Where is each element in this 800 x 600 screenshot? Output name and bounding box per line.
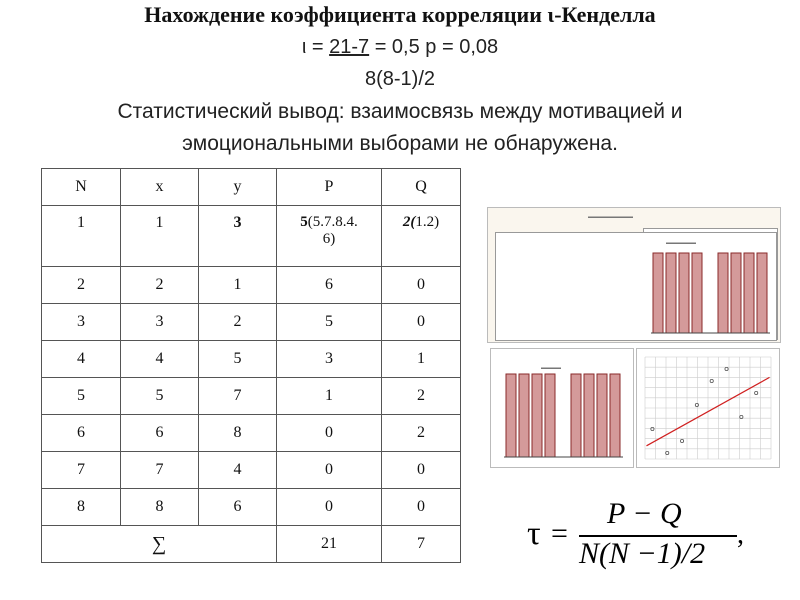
cell-p: 1: [277, 378, 382, 415]
scatter-point: [725, 367, 728, 370]
cell-x: 8: [121, 489, 199, 526]
cell-p: 5: [277, 304, 382, 341]
cell-n: 5: [42, 378, 121, 415]
cell-y: 5: [199, 341, 277, 378]
cell-n: 6: [42, 415, 121, 452]
cell-y: 4: [199, 452, 277, 489]
cell-p: 0: [277, 489, 382, 526]
cell-q: 0: [382, 452, 461, 489]
cell-p: 0: [277, 452, 382, 489]
cell-n: 4: [42, 341, 121, 378]
cell-p-bold: 5: [300, 214, 308, 230]
sum-q: 7: [382, 526, 461, 563]
sum-symbol: ∑: [42, 526, 277, 563]
table-row: [42, 206, 461, 267]
bar: [744, 253, 754, 333]
formula-equals: =: [551, 517, 568, 550]
table-row: [42, 267, 461, 304]
cell-q: 2: [382, 378, 461, 415]
emotional-bars: [496, 233, 776, 340]
bar: [506, 374, 516, 457]
col-header-y: y: [199, 169, 277, 206]
cell-x: 4: [121, 341, 199, 378]
col-header-n: N: [42, 169, 121, 206]
thumbnail-tiny-label: ▬▬▬▬▬▬: [666, 240, 696, 246]
formula-numerator: 21-7: [329, 36, 370, 58]
formula-numerator: P − Q: [607, 497, 682, 530]
col-header-q: Q: [382, 169, 461, 206]
formula-suffix: = 0,5 р = 0,08: [369, 36, 499, 58]
table-row: [42, 304, 461, 341]
cell-x: 7: [121, 452, 199, 489]
scatter-point: [651, 427, 654, 430]
cell-q-rest: 1.2): [415, 214, 440, 230]
thumbnail-tiny-label: ▬▬▬▬: [541, 365, 561, 371]
table-row: [42, 341, 461, 378]
cell-x: 3: [121, 304, 199, 341]
cell-x: 6: [121, 415, 199, 452]
bar: [718, 253, 728, 333]
conclusion-line-2: эмоциональными выборами не обнаружена.: [182, 132, 618, 155]
cell-n: 3: [42, 304, 121, 341]
table-header-row: [42, 169, 461, 206]
scatter-point: [695, 403, 698, 406]
formula-comma: ,: [737, 519, 744, 550]
tau-formula: [527, 495, 757, 580]
bar: [666, 253, 676, 333]
cell-x: 1: [121, 206, 199, 267]
cell-x: 2: [121, 267, 199, 304]
formula-denominator: N(N −1)/2: [579, 537, 706, 570]
motivation-bars: [491, 349, 633, 467]
table-row: [42, 489, 461, 526]
cell-q: 0: [382, 489, 461, 526]
bar: [692, 253, 702, 333]
bar: [731, 253, 741, 333]
cell-q-bold: 2(: [402, 214, 416, 230]
formula-prefix: ι =: [301, 36, 330, 58]
col-header-x: x: [121, 169, 199, 206]
cell-q: 1: [382, 341, 461, 378]
bar: [584, 374, 594, 457]
bar: [532, 374, 542, 457]
cell-y: 3: [199, 206, 277, 267]
formula-line-2: 8(8-1)/2: [364, 68, 436, 90]
cell-q: 2: [382, 415, 461, 452]
bar: [757, 253, 767, 333]
scatter-plot: [637, 349, 779, 467]
page-title: Нахождение коэффициента корреляции ι-Кенделла: [144, 2, 656, 27]
bar: [519, 374, 529, 457]
scatter-point: [710, 379, 713, 382]
bar: [545, 374, 555, 457]
cell-n: 7: [42, 452, 121, 489]
cell-n: 8: [42, 489, 121, 526]
cell-y: 7: [199, 378, 277, 415]
col-header-p: P: [277, 169, 382, 206]
emotional-chart-thumbnail: [487, 207, 781, 343]
cell-y: 1: [199, 267, 277, 304]
bar: [679, 253, 689, 333]
cell-y: 2: [199, 304, 277, 341]
cell-n: 2: [42, 267, 121, 304]
scatter-thumbnail: [636, 348, 780, 468]
scatter-point: [755, 391, 758, 394]
scatter-point: [680, 439, 683, 442]
kendall-table: [41, 168, 461, 563]
conclusion: [0, 96, 800, 160]
cell-x: 5: [121, 378, 199, 415]
bar: [610, 374, 620, 457]
cell-p-rest2: 6): [322, 231, 336, 247]
motivation-chart-thumbnail: [490, 348, 634, 468]
conclusion-line-1: Статистический вывод: взаимосвязь между мотивацией и: [117, 100, 683, 123]
cell-q: [382, 206, 461, 267]
cell-n: 1: [42, 206, 121, 267]
thumbnail-tiny-title: ▬▬▬▬▬▬▬▬▬: [588, 214, 633, 220]
cell-p: [277, 206, 382, 267]
cell-p-rest1: (5.7.8.4.: [307, 214, 358, 230]
table-row: [42, 415, 461, 452]
formula-line-1: [0, 36, 800, 59]
cell-q: 0: [382, 304, 461, 341]
cell-p: 3: [277, 341, 382, 378]
cell-y: 8: [199, 415, 277, 452]
bar: [597, 374, 607, 457]
thumbnail-frame-inner: [495, 232, 777, 341]
table-row: [42, 452, 461, 489]
table-sum-row: [42, 526, 461, 563]
cell-y: 6: [199, 489, 277, 526]
sum-p: 21: [277, 526, 382, 563]
cell-p: 6: [277, 267, 382, 304]
formula-tau: τ: [527, 515, 541, 552]
cell-p: 0: [277, 415, 382, 452]
table-row: [42, 378, 461, 415]
bar: [571, 374, 581, 457]
cell-q: 0: [382, 267, 461, 304]
bar: [653, 253, 663, 333]
